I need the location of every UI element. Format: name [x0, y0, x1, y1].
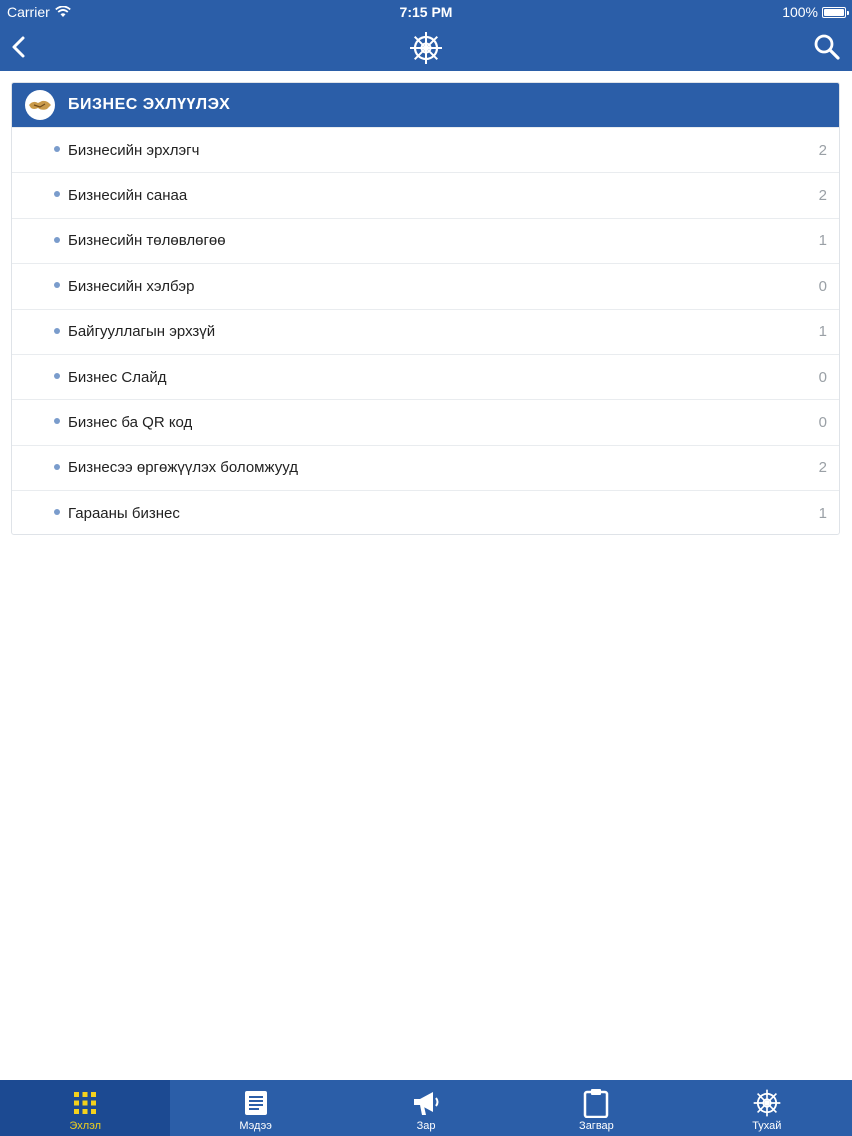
category-card — [11, 82, 840, 535]
bullet-icon — [54, 509, 60, 515]
list-item-count: 0 — [818, 414, 827, 432]
list-item[interactable] — [12, 445, 839, 490]
bullet-icon — [54, 282, 60, 288]
top-bar — [0, 0, 852, 71]
carrier-label: Carrier — [7, 4, 50, 20]
tab-templates[interactable] — [511, 1080, 681, 1136]
list-item-label: Бизнесийн төлөвлөгөө — [68, 232, 226, 250]
bullet-icon — [54, 373, 60, 379]
list-item[interactable] — [12, 127, 839, 172]
list-item[interactable] — [12, 354, 839, 399]
list-item-count: 2 — [818, 459, 827, 477]
ship-wheel-icon — [408, 30, 444, 66]
megaphone-icon — [411, 1088, 441, 1118]
category-title: БИЗНЕС ЭХЛҮҮЛЭХ — [68, 96, 231, 113]
tab-news[interactable] — [170, 1080, 340, 1136]
tab-label: Зар — [416, 1120, 436, 1132]
list-item-label: Байгууллагын эрхзүй — [68, 323, 216, 341]
list-item-label: Бизнесийн эрхлэгч — [68, 141, 200, 159]
list-item[interactable] — [12, 399, 839, 444]
tab-ads[interactable] — [341, 1080, 511, 1136]
tab-label: Загвар — [579, 1120, 614, 1132]
back-button[interactable] — [6, 32, 36, 62]
list-item-count: 1 — [818, 504, 827, 522]
battery-icon — [822, 7, 846, 18]
clipboard-icon — [582, 1088, 610, 1118]
list-item-label: Бизнесээ өргөжүүлэх боломжууд — [68, 459, 298, 477]
list-item-label: Бизнесийн хэлбэр — [68, 277, 195, 295]
tab-home[interactable] — [0, 1080, 170, 1136]
bullet-icon — [54, 418, 60, 424]
bullet-icon — [54, 191, 60, 197]
search-button[interactable] — [812, 32, 842, 62]
status-bar — [0, 0, 852, 24]
list-item-label: Бизнес ба QR код — [68, 414, 193, 432]
list-item-label: Бизнес Слайд — [68, 368, 167, 386]
handshake-icon — [28, 97, 52, 113]
grid-icon — [73, 1091, 97, 1115]
list-item-count: 2 — [818, 187, 827, 205]
category-header[interactable] — [12, 83, 839, 127]
bullet-icon — [54, 146, 60, 152]
news-icon — [242, 1089, 270, 1117]
ship-wheel-icon — [752, 1087, 782, 1119]
tab-label: Мэдээ — [239, 1120, 272, 1132]
bullet-icon — [54, 237, 60, 243]
list-item[interactable] — [12, 172, 839, 217]
list-item-count: 2 — [818, 141, 827, 159]
list-item-count: 1 — [818, 323, 827, 341]
battery-percent: 100% — [782, 4, 818, 20]
list-item-count: 1 — [818, 232, 827, 250]
list-item-count: 0 — [818, 277, 827, 295]
search-icon — [812, 32, 842, 62]
tab-label: Эхлэл — [69, 1120, 102, 1132]
list-item-label: Гарааны бизнес — [68, 504, 180, 522]
tab-label: Тухай — [752, 1120, 782, 1132]
list-item-label: Бизнесийн санаа — [68, 187, 188, 205]
tab-about[interactable] — [682, 1080, 852, 1136]
list-item[interactable] — [12, 263, 839, 308]
bullet-icon — [54, 328, 60, 334]
chevron-left-icon — [6, 32, 36, 62]
list-item[interactable] — [12, 309, 839, 354]
list-item[interactable] — [12, 218, 839, 263]
navigation-bar — [0, 24, 852, 71]
app-logo — [408, 30, 444, 66]
battery-indicator — [782, 4, 846, 20]
bullet-icon — [54, 464, 60, 470]
category-avatar — [25, 90, 55, 120]
tab-bar — [0, 1080, 852, 1136]
list-item-count: 0 — [818, 368, 827, 386]
list-item[interactable] — [12, 490, 839, 535]
status-time: 7:15 PM — [399, 4, 453, 20]
